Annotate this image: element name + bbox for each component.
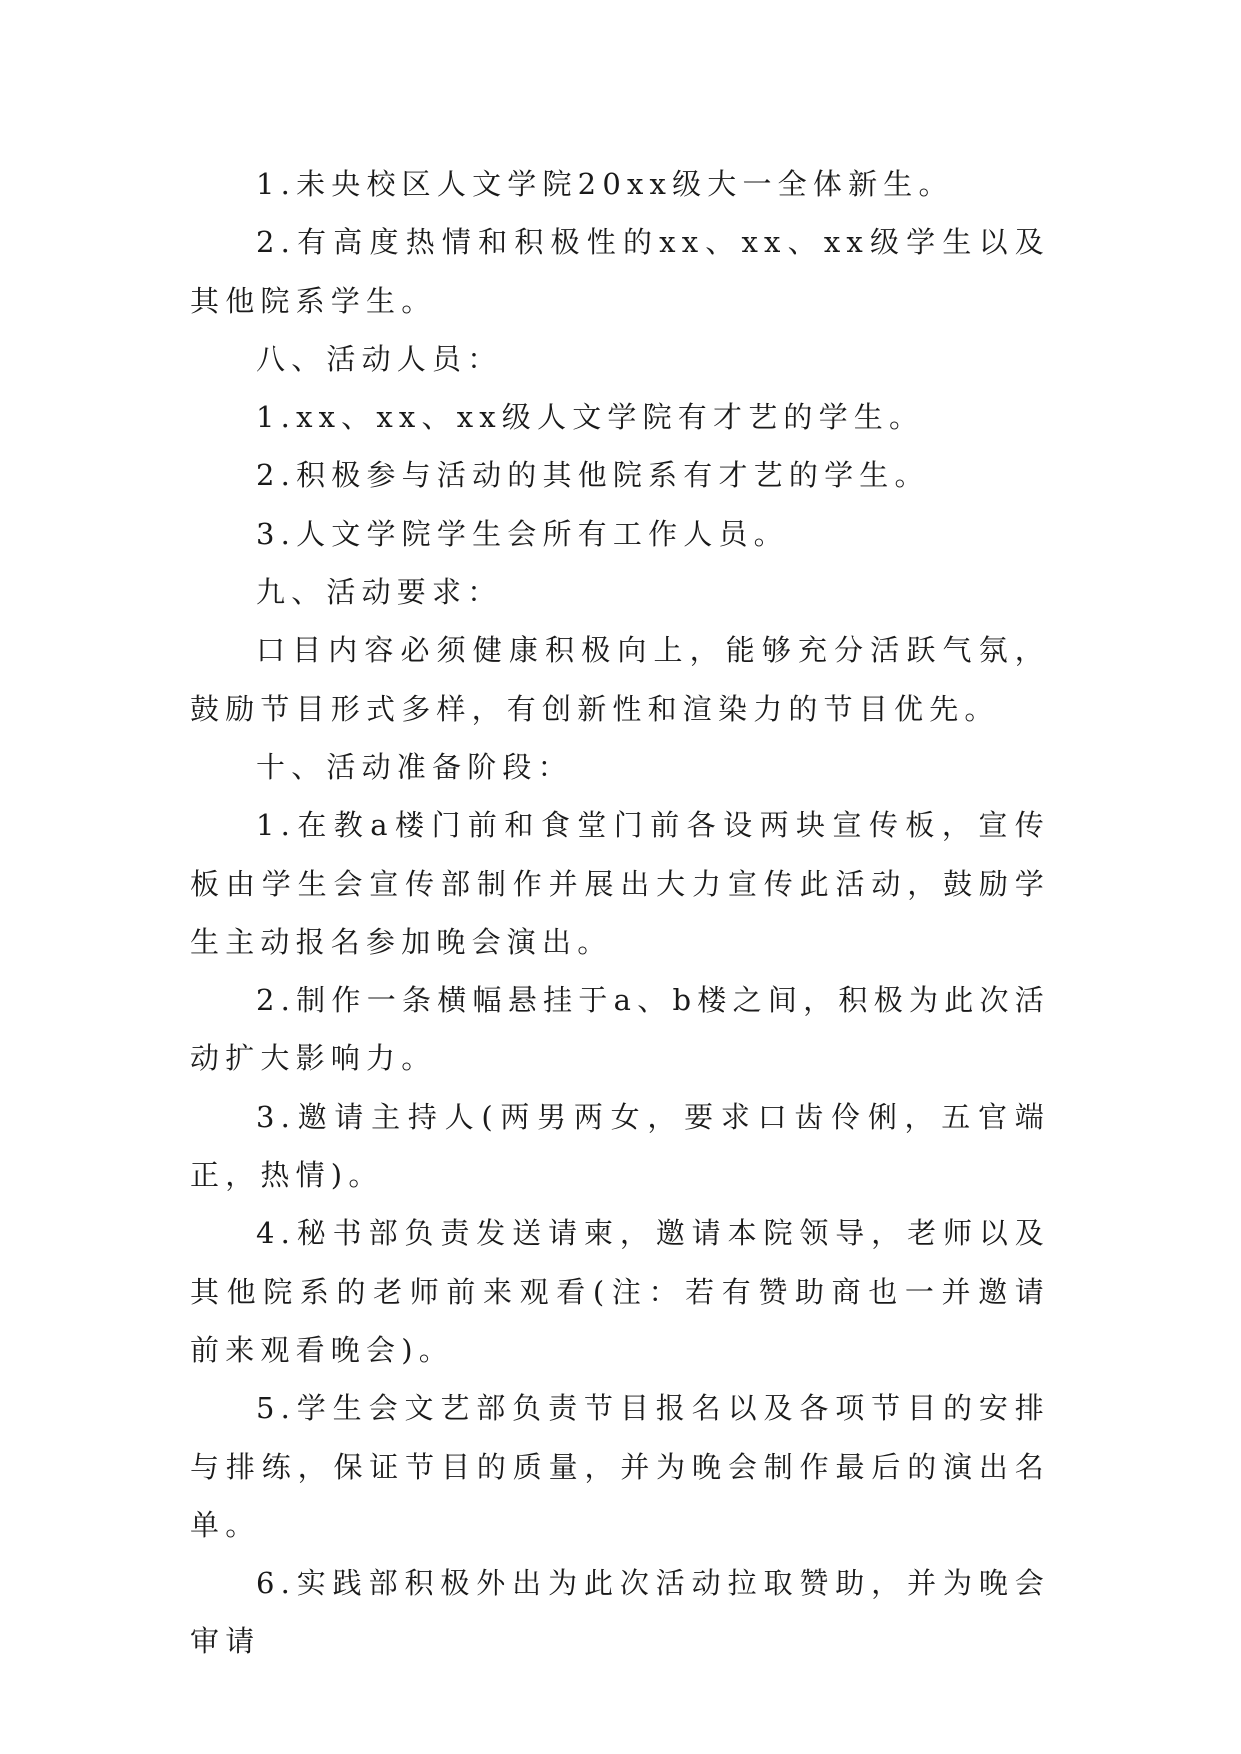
paragraph-requirements: 口目内容必须健康积极向上，能够充分活跃气氛，鼓励节目形式多样，有创新性和渲染力的节目优先。: [190, 633, 1050, 726]
section-heading-preparation: 十、活动准备阶段：: [256, 749, 573, 784]
paragraph-prep-banner: 2.制作一条横幅悬挂于a、b楼之间，积极为此次活动扩大影响力。: [190, 983, 1050, 1076]
paragraph-target-freshmen: 1.未央校区人文学院20xx级大一全体新生。: [256, 167, 954, 201]
paragraph-prep-sponsorship: 6.实践部积极外出为此次活动拉取赞助，并为晚会审请: [190, 1566, 1050, 1659]
section-heading-participants: 八、活动人员：: [256, 341, 503, 376]
section-heading-requirements: 九、活动要求：: [256, 575, 503, 610]
paragraph-participants-talented: 1.xx、xx、xx级人文学院有才艺的学生。: [256, 400, 925, 435]
paragraph-prep-invitations: 4.秘书部负责发送请柬，邀请本院领导，老师以及其他院系的老师前来观看(注：若有赞助商也一并邀请前来观看晚会)。: [190, 1216, 1050, 1367]
document-body: [190, 155, 1050, 1671]
paragraph-prep-programs: 5.学生会文艺部负责节目报名以及各项节目的安排与排练，保证节目的质量，并为晚会制作最后的演出名单。: [190, 1391, 1050, 1542]
paragraph-participants-staff: 3.人文学院学生会所有工作人员。: [256, 516, 789, 551]
paragraph-target-enthusiasts: 2.有高度热情和积极性的xx、xx、xx级学生以及其他院系学生。: [190, 225, 1050, 318]
paragraph-prep-hosts: 3.邀请主持人(两男两女，要求口齿伶俐，五官端正，热情)。: [190, 1099, 1050, 1193]
paragraph-participants-other-departments: 2.积极参与活动的其他院系有才艺的学生。: [256, 458, 930, 493]
paragraph-prep-boards: 1.在教a楼门前和食堂门前各设两块宣传板，宣传板由学生会宣传部制作并展出大力宣传此活动，鼓励学生主动报名参加晚会演出。: [190, 808, 1050, 959]
